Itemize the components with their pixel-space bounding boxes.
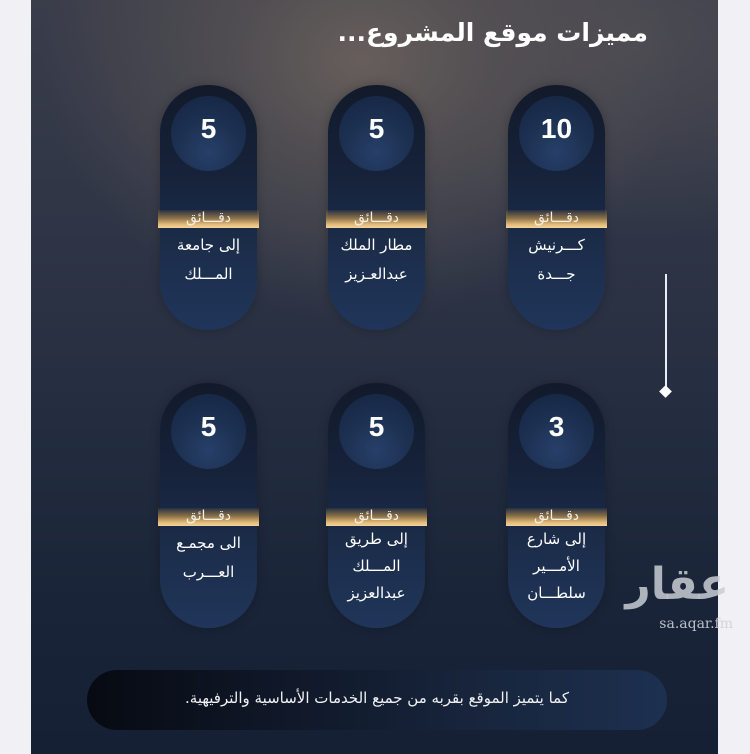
minutes-label: دقـــائق — [533, 508, 580, 524]
feature-card-corniche — [508, 85, 605, 330]
destination-line-1: الى مجمـع — [176, 534, 241, 552]
aqar-url: sa.aqar.fm — [659, 616, 733, 632]
feature-card-king-abdulaziz-road — [328, 383, 425, 628]
minutes-number: 5 — [368, 113, 385, 144]
minutes-label: دقـــائق — [533, 210, 580, 226]
minutes-label: دقـــائق — [353, 508, 400, 524]
minutes-label: دقـــائق — [353, 210, 400, 226]
gold-band — [326, 210, 427, 228]
destination-line-2: المـــلك — [352, 557, 401, 575]
footer-banner — [87, 670, 667, 730]
destination-text — [512, 231, 601, 289]
feature-card-arab-mall — [160, 383, 257, 628]
minutes-label: دقـــائق — [185, 508, 232, 524]
page-title: مميزات موقع المشروع... — [337, 18, 648, 47]
minutes-number: 10 — [540, 113, 573, 144]
feature-card-airport — [328, 85, 425, 330]
destination-line-2: المـــلك — [184, 265, 233, 283]
gold-band — [506, 508, 607, 526]
timeline-line — [665, 274, 667, 390]
destination-text — [164, 231, 253, 289]
destination-line-2: الأمـــير — [533, 557, 580, 575]
destination-line-2: العـــرب — [182, 563, 235, 581]
diamond-icon — [659, 385, 672, 398]
destination-text — [512, 526, 601, 607]
minutes-number: 5 — [368, 411, 385, 442]
destination-line-1: كـــرنيش — [528, 236, 585, 254]
gold-band — [506, 210, 607, 228]
destination-text — [164, 529, 253, 587]
feature-card-university — [160, 85, 257, 330]
gold-band — [326, 508, 427, 526]
destination-line-3: سلطـــان — [527, 584, 586, 602]
destination-line-1: إلى شارع — [526, 530, 587, 548]
minutes-number: 5 — [200, 113, 217, 144]
footer-text: كما يتميز الموقع بقربه من جميع الخدمات الأساسية والترفيهية. — [185, 689, 569, 707]
gold-band — [158, 210, 259, 228]
destination-line-1: مطار الملك — [340, 236, 413, 254]
feature-card-prince-sultan — [508, 383, 605, 628]
minutes-number: 3 — [548, 411, 565, 442]
destination-line-2: جـــدة — [537, 265, 576, 283]
destination-text — [332, 526, 421, 607]
destination-line-2: عبدالعـزيز — [345, 265, 408, 283]
poster — [31, 0, 733, 754]
gold-band — [158, 508, 259, 526]
aqar-watermark — [623, 560, 743, 640]
destination-text — [332, 231, 421, 289]
minutes-label: دقـــائق — [185, 210, 232, 226]
destination-line-1: إلى جامعة — [176, 236, 241, 254]
aqar-logo: عقار — [625, 559, 729, 610]
destination-line-3: عبدالعزيز — [347, 584, 406, 602]
minutes-number: 5 — [200, 411, 217, 442]
destination-line-1: إلى طريق — [345, 530, 408, 548]
